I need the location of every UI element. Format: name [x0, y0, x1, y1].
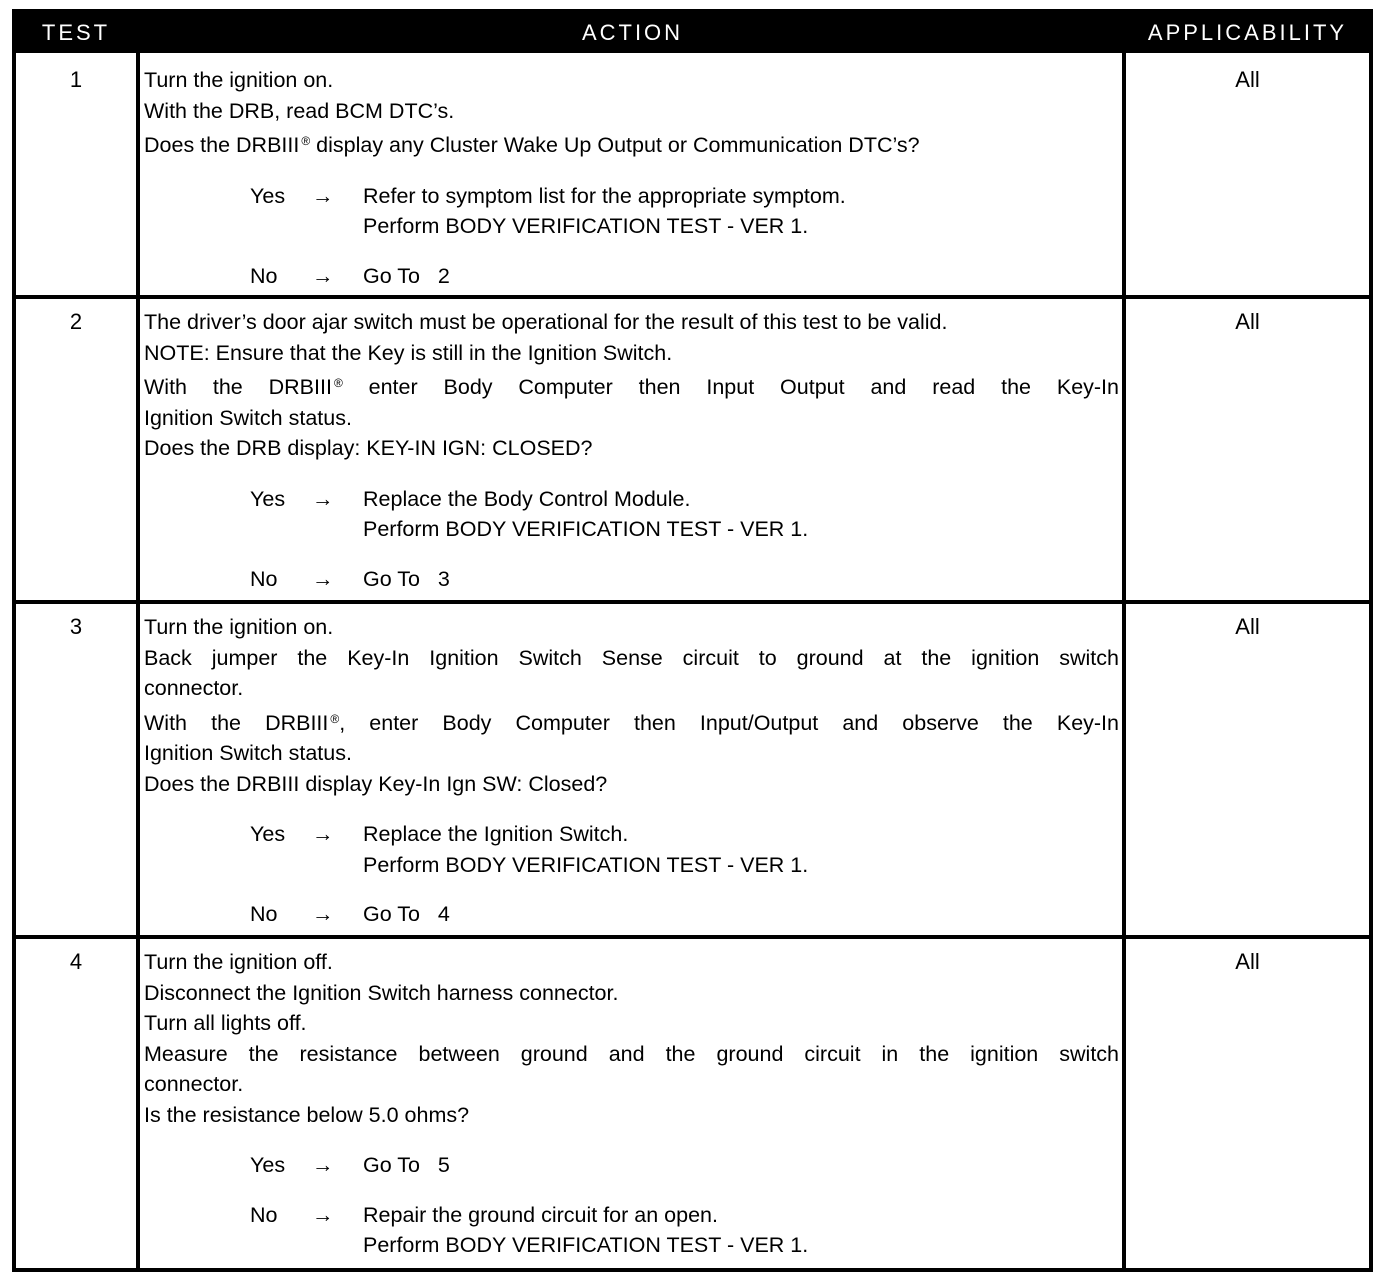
table-row [16, 53, 1369, 295]
arrow-icon: → [312, 1202, 334, 1227]
action-line: connector. [144, 1072, 244, 1096]
action-line: The driver’s door ajar switch must be operational for the result of this test to be valid. [144, 310, 948, 334]
action-line: Turn the ignition on. [144, 615, 334, 639]
table-header [16, 13, 1369, 53]
action-text: enter Body Computer then Input Output and read the Key-In [342, 375, 1119, 399]
arrow-icon: → [312, 566, 334, 591]
arrow-icon: → [312, 1153, 334, 1177]
applicability-value: All [1235, 309, 1260, 334]
outcome-label: Yes [250, 822, 286, 846]
action-text: With the DRBIII [144, 710, 329, 735]
test-number: 1 [69, 67, 83, 92]
registered-mark: ® [333, 376, 343, 390]
action-text: display any Cluster Wake Up Output or Communication DTC’s? [310, 133, 920, 157]
applicability-value: All [1235, 949, 1260, 974]
outcome-label: Yes [250, 183, 286, 208]
outcome-text: Go To 5 [363, 1153, 450, 1177]
applicability-value: All [1235, 67, 1260, 92]
registered-mark: ® [301, 134, 311, 148]
arrow-icon: → [312, 486, 334, 511]
outcome-text: Perform BODY VERIFICATION TEST - VER 1. [363, 517, 809, 541]
outcome-yes [144, 1150, 1119, 1181]
header-test: TEST [41, 20, 111, 45]
outcome-text: Repair the ground circuit for an open. [363, 1202, 718, 1227]
outcome-no [144, 261, 1119, 292]
outcome-no [144, 899, 1119, 930]
outcome-no [144, 564, 1119, 595]
action-line [144, 126, 1119, 161]
action-line [144, 704, 1119, 739]
action-cell [144, 65, 1119, 291]
action-line [144, 368, 1119, 403]
outcome-text: Perform BODY VERIFICATION TEST - VER 1. [363, 214, 809, 238]
outcome-text: Perform BODY VERIFICATION TEST - VER 1. [363, 1233, 809, 1257]
outcome-label: Yes [250, 486, 286, 511]
action-text: , enter Body Computer then Input/Output and observe the Key-In [339, 710, 1119, 735]
arrow-icon: → [312, 263, 334, 288]
outcome-text: Perform BODY VERIFICATION TEST - VER 1. [363, 852, 809, 877]
outcome-label: Yes [250, 1153, 286, 1177]
arrow-icon: → [312, 183, 334, 208]
action-text: With the DRBIII [144, 375, 332, 399]
action-line: NOTE: Ensure that the Key is still in the Ignition Switch. [144, 340, 673, 365]
action-line: With the DRB, read BCM DTC’s. [144, 98, 455, 123]
outcomes [144, 484, 1119, 595]
action-line: Back jumper the Key-In Ignition Switch Sense circuit to ground at the ignition switch [144, 645, 1119, 670]
action-line: Ignition Switch status. [144, 405, 352, 430]
action-cell [144, 947, 1119, 1261]
outcome-no [144, 1200, 1119, 1261]
action-line: Disconnect the Ignition Switch harness connector. [144, 980, 619, 1005]
outcome-yes [144, 819, 1119, 880]
table-row [16, 295, 1369, 600]
action-line: Turn all lights off. [144, 1011, 307, 1035]
outcome-yes [144, 181, 1119, 242]
applicability-value: All [1235, 614, 1260, 639]
registered-mark: ® [330, 711, 340, 726]
outcome-label: No [250, 566, 278, 591]
outcome-label: No [250, 1202, 278, 1227]
test-number: 3 [69, 614, 83, 639]
action-line: Turn the ignition off. [144, 950, 333, 974]
outcome-text: Go To 4 [363, 902, 450, 926]
outcome-label: No [250, 263, 278, 288]
action-line: Does the DRBIII display Key-In Ign SW: Closed? [144, 771, 608, 796]
outcome-text: Refer to symptom list for the appropriate symptom. [363, 183, 846, 208]
action-line: Does the DRB display: KEY-IN IGN: CLOSED? [144, 436, 593, 460]
action-line: Turn the ignition on. [144, 68, 334, 92]
outcomes [144, 181, 1119, 292]
table-row [16, 600, 1369, 935]
header-applicability: APPLICABILITY [1147, 20, 1348, 45]
action-cell [144, 612, 1119, 930]
table-row [16, 935, 1369, 1268]
action-line: connector. [144, 676, 244, 700]
action-line: Ignition Switch status. [144, 741, 352, 765]
action-line: Is the resistance below 5.0 ohms? [144, 1102, 470, 1127]
outcome-yes [144, 484, 1119, 545]
diagnostic-table [12, 9, 1373, 1272]
outcome-text: Go To 3 [363, 566, 450, 591]
arrow-icon: → [312, 902, 334, 926]
outcomes [144, 1150, 1119, 1261]
outcome-label: No [250, 902, 278, 926]
arrow-icon: → [312, 822, 334, 846]
header-action: ACTION [581, 20, 684, 45]
action-text: Does the DRBIII [144, 133, 300, 157]
outcome-text: Replace the Body Control Module. [363, 486, 691, 511]
test-number: 2 [69, 309, 83, 334]
action-cell [144, 307, 1119, 594]
action-line: Measure the resistance between ground and the ground circuit in the ignition switch [144, 1041, 1119, 1066]
outcomes [144, 819, 1119, 930]
outcome-text: Replace the Ignition Switch. [363, 822, 629, 846]
outcome-text: Go To 2 [363, 263, 450, 288]
test-number: 4 [69, 949, 83, 974]
